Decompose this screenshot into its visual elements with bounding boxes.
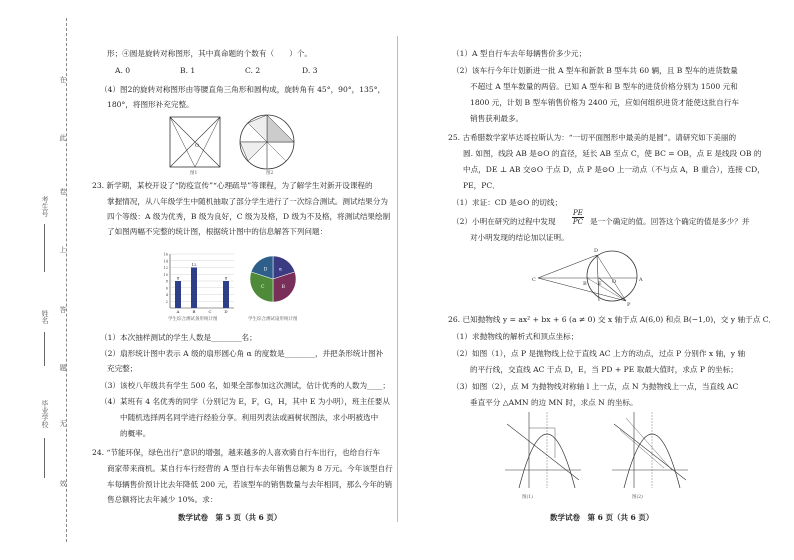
bar-ytick-5: 12 bbox=[163, 266, 168, 270]
bar-value-label-D: 8 bbox=[224, 275, 228, 281]
bar-ytick-7: 16 bbox=[163, 252, 168, 257]
q21-option-c: C. 2 bbox=[245, 66, 261, 75]
name-label: 姓名 bbox=[41, 310, 49, 324]
q26-line1: 26. 已知抛物线 y = ax² + bx + 6 (a ≠ 0) 交 x 轴于点 A(6,0) 和点 B(−1,0)，交 y 轴于点 C． bbox=[448, 315, 777, 324]
q24-line1: 24. “节能环保，绿色出行”意识的增强，越来越多的人喜欢骑自行车出行，也给自行车 bbox=[92, 448, 381, 457]
q25-figure bbox=[532, 244, 644, 308]
bar-ytick-0: 2 bbox=[165, 299, 168, 304]
pie-label-A: α bbox=[278, 267, 282, 273]
bar-D bbox=[223, 281, 229, 308]
svg-text:C: C bbox=[532, 277, 536, 283]
q26-3-line2: 垂直平分 △AMN 的边 MN 时，求点 N 的坐标。 bbox=[470, 398, 638, 407]
q23-line1: 23. 新学期，某校开设了“防疫宣传”“心理疏导”等课程，为了解学生对新开设课程的 bbox=[92, 181, 373, 190]
q26-graph-1 bbox=[505, 410, 581, 490]
figure-1 bbox=[168, 115, 222, 169]
q26-1: （1）求抛物线的解析式和顶点坐标； bbox=[452, 332, 579, 341]
fig1-caption: 图1 bbox=[190, 171, 198, 176]
q23-1: （1）本次抽样测试的学生人数是________名； bbox=[100, 333, 257, 342]
q25-2-part1: （2）小明在研究的过程中发现 bbox=[452, 217, 556, 226]
fraction-numerator: PE bbox=[573, 209, 583, 217]
binding-line bbox=[66, 18, 67, 542]
q26-3-line1: （3）如图（2），点 M 为抛物线对称轴 l 上一点，点 N 为抛物线上一点，当直线 AC bbox=[452, 382, 739, 391]
q21-option-d: D. 3 bbox=[302, 66, 318, 75]
q26-2-line2: 的平行线，交直线 AC 于点 D，E，当 PD + PE 取最大值时，求点 P 的坐标； bbox=[470, 365, 738, 374]
fig1-center-label: O bbox=[195, 143, 200, 149]
pie-chart-caption: 学生综合测试扇形统计图 bbox=[248, 317, 298, 322]
bar-category-C: C bbox=[208, 309, 212, 314]
q23-4-line3: 的概率。 bbox=[120, 429, 151, 438]
pie-label-D: D bbox=[263, 267, 268, 273]
bar-ytick-4: 10 bbox=[163, 272, 168, 277]
school-line bbox=[44, 438, 45, 478]
bar-category-B: B bbox=[192, 309, 196, 314]
school-label: 毕业学校 bbox=[41, 400, 49, 428]
q22-4-line2: 180°，将图形补充完整。 bbox=[107, 100, 194, 109]
svg-text:E: E bbox=[598, 281, 602, 287]
q23-3: （3）该校八年级共有学生 500 名，如果全部参加这次测试，估计优秀的人数为____； bbox=[100, 381, 390, 390]
bar-category-D: D bbox=[224, 309, 228, 314]
bar-ytick-1: 4 bbox=[165, 293, 168, 297]
q23-line3: 四个等级：A 级为优秀，B 级为良好，C 级为及格，D 级为不及格，将测试结果绘制 bbox=[107, 212, 391, 221]
q21-option-b: B. 1 bbox=[180, 66, 196, 75]
margin-warning-5: 答 bbox=[59, 306, 67, 313]
margin-warning-2: 此 bbox=[59, 134, 67, 141]
q23-2-line1: （2）扇形统计图中表示 A 级的扇形圆心角 α 的度数是________，并把条形统计图补 bbox=[100, 349, 384, 358]
exam-number-line bbox=[44, 224, 45, 272]
svg-text:B: B bbox=[583, 281, 587, 287]
bar-ytick-6: 14 bbox=[163, 259, 168, 264]
pie-chart bbox=[248, 254, 298, 304]
q25-2-part2: 是一个确定的值。回答这个确定的值是多少？并 bbox=[590, 217, 750, 226]
q24-line2: 商家带来商机。某自行车行经营的 A 型自行车去年销售总额为 8 万元。今年该型自行 bbox=[107, 464, 393, 473]
q23-line4: 了如图两幅不完整的统计图，根据统计图中的信息解答下列问题： bbox=[107, 227, 328, 236]
q26-graph-1-caption: 图(1) bbox=[522, 495, 533, 500]
fraction-denominator: PC bbox=[572, 218, 583, 226]
q24-line4: 售总额将比去年减少 10%。求： bbox=[107, 495, 218, 504]
bar-value-label-B: 12 bbox=[191, 262, 197, 267]
q26-graph-2-caption: 图(2) bbox=[632, 495, 643, 500]
svg-text:O: O bbox=[612, 279, 617, 285]
svg-text:A: A bbox=[639, 277, 643, 283]
q24-1: （1）A 型自行车去年每辆售价多少元； bbox=[452, 49, 587, 58]
q23-4-line2: 中随机选择两名同学进行经验分享。利用列表法或画树状图法，求小明被选中 bbox=[120, 413, 379, 422]
name-line bbox=[44, 332, 45, 366]
bar-chart bbox=[160, 248, 240, 314]
pie-label-C: C bbox=[261, 284, 265, 290]
q24-2-line2: 不超过 A 型车数量的两倍。已知 A 型车和 B 型车的进货价格分别为 1500 元和 bbox=[470, 82, 738, 91]
exam-number-label: 考生号 bbox=[41, 196, 49, 217]
q24-2-line1: （2）该车行今年计划新进一批 A 型车和新款 B 型车共 60 辆，且 B 型车的进货数量 bbox=[452, 66, 738, 75]
figure-2 bbox=[238, 113, 296, 171]
q26-2-line1: （2）如图（1），点 P 是抛物线上位于直线 AC 上方的动点，过点 P 分别作 x 轴，y 轴 bbox=[452, 349, 746, 358]
q24-2-line3: 1800 元，计划 B 型车销售价格为 2400 元，应如何组织进货才能使这批自行车 bbox=[470, 98, 739, 107]
q24-2-line4: 销售获利最多。 bbox=[470, 114, 524, 123]
margin-warning-1: 在 bbox=[59, 76, 67, 83]
q25-1: （1）求证：CD 是⊙O 的切线； bbox=[452, 198, 563, 207]
q25-line1: 25. 古希腊数学家毕达哥拉斯认为：“一切平面图形中最美的是圆”。请研究如下美丽的 bbox=[448, 133, 737, 142]
bar-value-label-A: 8 bbox=[176, 275, 180, 281]
q22-4-line1: （4）图2的旋转对称图形由等腰直角三角形和圆构成，旋转角有 45°，90°，135°， bbox=[100, 85, 386, 94]
bar-ytick-3: 8 bbox=[165, 279, 168, 284]
q25-line3: 中点，DE ⊥ AB 交⊙O 于点 D，点 P 是⊙O 上一动点（不与点 A，B 重合），连接 CD， bbox=[463, 165, 765, 174]
q25-2-part3: 对小明发现的结论加以证明。 bbox=[470, 233, 569, 242]
q25-fraction bbox=[572, 209, 584, 226]
bar-A bbox=[175, 281, 181, 308]
page-divider bbox=[397, 36, 398, 522]
q23-2-line2: 充完整； bbox=[107, 364, 138, 373]
q23-line2: 掌握情况，从八年级学生中随机抽取了部分学生进行了一次综合测试。测试结果分为 bbox=[107, 197, 388, 206]
margin-warning-4: 上 bbox=[59, 246, 67, 253]
q25-line4: PE，PC． bbox=[463, 181, 500, 190]
bar-B bbox=[191, 268, 197, 309]
svg-text:P: P bbox=[627, 302, 631, 308]
q21-option-a: A. 0 bbox=[115, 66, 131, 75]
right-page-footer: 数学试卷 第 6 页（共 6 页） bbox=[550, 513, 654, 522]
q23-4-line1: （4）某班有 4 名优秀的同学（分别记为 E，F，G，H，其中 E 为小明），班主任要从 bbox=[100, 397, 390, 406]
margin-warning-3: 卷 bbox=[59, 188, 67, 195]
left-page-footer: 数学试卷 第 5 页（共 6 页） bbox=[178, 513, 282, 522]
q25-line2: 圆. 如图，线段 AB 是⊙O 的直径，延长 AB 至点 C，使 BC = OB，点 E 是线段 OB 的 bbox=[463, 149, 762, 158]
pie-label-B: B bbox=[281, 284, 285, 290]
bar-chart-caption: 学生综合测试条形统计图 bbox=[168, 317, 218, 322]
bar-ytick-2: 6 bbox=[165, 286, 168, 291]
margin-warning-7: 无 bbox=[59, 420, 67, 427]
q24-line3: 车每辆售价预计比去年降低 200 元，若该型车的销售数量与去年相同，那么今年的销 bbox=[107, 480, 393, 489]
svg-text:D: D bbox=[594, 248, 599, 254]
q21-continuation: 形；④圆是旋转对称图形，其中真命题的个数有（ ）个。 bbox=[107, 49, 313, 58]
bar-category-A: A bbox=[176, 309, 180, 314]
margin-warning-6: 题 bbox=[59, 364, 67, 371]
margin-warning-8: 效 bbox=[59, 480, 67, 487]
q26-graph-2 bbox=[612, 410, 688, 490]
fig2-caption: 图2 bbox=[266, 171, 274, 176]
